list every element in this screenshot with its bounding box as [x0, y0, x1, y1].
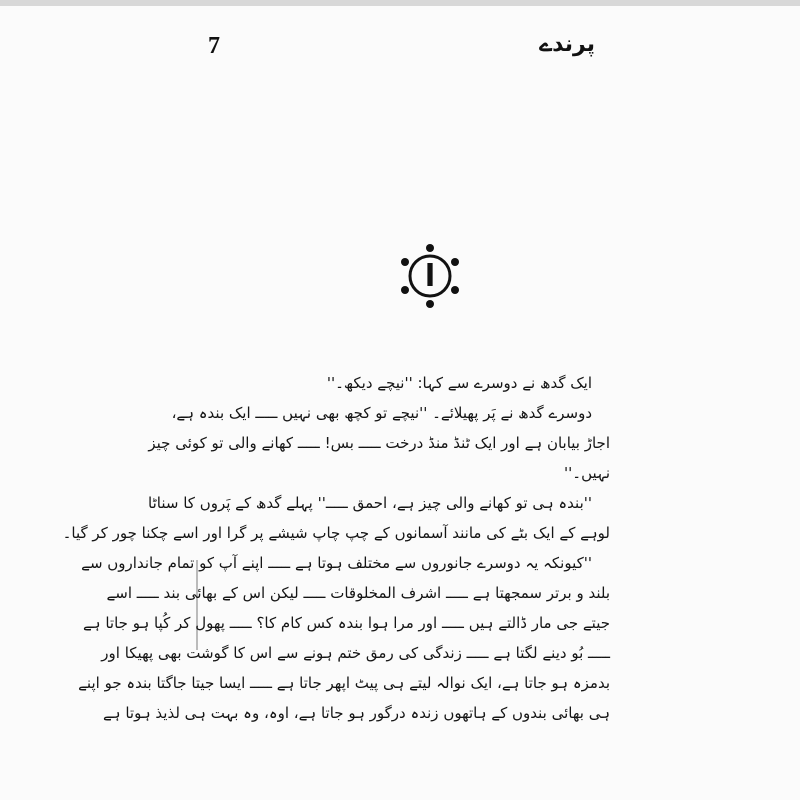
text-line: دوسرے گدھ نے پَر پھیلائے۔ ''نیچے تو کچھ بھی نہیں ـــــ ایک بندہ ہے، [171, 404, 592, 422]
text-line: ایک گدھ نے دوسرے سے کہا: ''نیچے دیکھ۔'' [326, 374, 592, 392]
text-line: ''بندہ ہی تو کھانے والی چیز ہے، احمق ـــــ'' پہلے گدھ کے پَروں کا سناٹا [148, 494, 592, 512]
text-line: ہی بھائی بندوں کے ہاتھوں زندہ درگور ہو جاتا ہے، اوہ، وہ بہت ہی لذیذ ہوتا ہے [103, 704, 610, 722]
text-line: ''کیونکہ یہ دوسرے جانوروں سے مختلف ہوتا ہے ـــــ اپنے آپ کو تمام جانداروں سے [81, 554, 592, 572]
text-line: اجاڑ بیابان ہے اور ایک ٹنڈ منڈ درخت ـــــ بس! ـــــ کھانے والی تو کوئی چیز [148, 434, 610, 452]
body-text [62, 368, 610, 728]
text-line: نہیں۔'' [564, 464, 610, 482]
text-line: بدمزہ ہو جاتا ہے، ایک نوالہ لیتے ہی پیٹ اپھر جاتا ہے ـــــ ایسا جیتا جاگتا بندہ جو اپنے [78, 674, 610, 692]
text-line: ـــــ بُو دینے لگتا ہے ـــــ زندگی کی رمق ختم ہونے سے اس کا گوشت بھی پھیکا اور [101, 644, 610, 662]
page-number: 7 [208, 33, 220, 59]
running-title: پرندے [539, 32, 595, 57]
chapter-ornament [390, 236, 470, 316]
text-line: لوہے کے ایک بٹے کی مانند آسمانوں کے چپ چاپ شیشے پر گرا اور اسے چکنا چور کر گیا۔ [62, 524, 610, 542]
text-line: جیتے جی مار ڈالتے ہیں ـــــ اور مرا ہوا بندہ کس کام کا؟ ـــــ پھول کر کُپا ہو جاتا ہے [83, 614, 610, 632]
page-top-edge [0, 0, 800, 6]
chapter-number: ا [424, 258, 436, 294]
text-line: بلند و برتر سمجھتا ہے ـــــ اشرف المخلوقات ـــــ لیکن اس کے بھائی بند ـــــ اسے [106, 584, 610, 602]
